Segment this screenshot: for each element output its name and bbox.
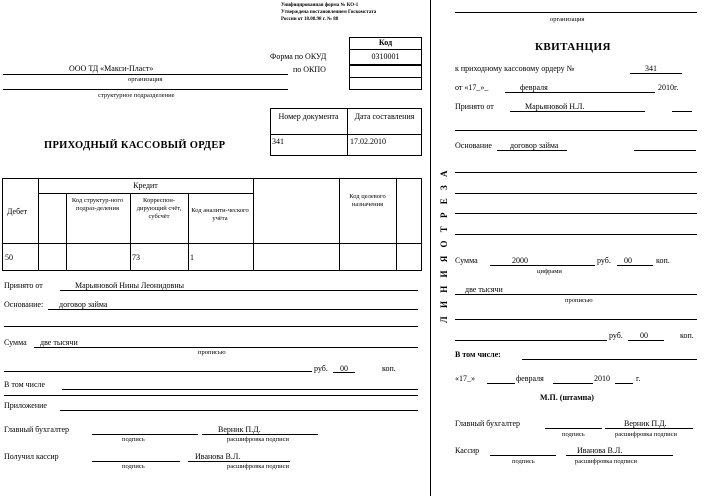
corr-account-value: 73 (132, 253, 140, 262)
form-header-line2: Утверждена постановлением Госкомстата (281, 10, 377, 15)
corr-account-header: Корреспон-дирующий счёт, субсчёт (136, 197, 182, 220)
doc-date-header: Дата составления (354, 112, 415, 121)
chief-decode-caption: расшифровка подписи (227, 436, 290, 443)
cashier-label: Получил кассир (4, 452, 59, 461)
stub-rub-label: руб. (597, 256, 611, 265)
stub-kop2-label: коп. (680, 331, 694, 340)
stub-chief-name: Верник П.Д. (624, 419, 667, 428)
chief-accountant-name: Верник П.Д. (218, 425, 261, 434)
stub-date2-suffix: г. (636, 374, 641, 383)
stub-basis-label: Основание (455, 141, 492, 150)
stub-stamp: М.П. (штампа) (540, 393, 594, 402)
analytic-code-value: 1 (190, 253, 194, 262)
okud-label: Форма по ОКУД (270, 52, 327, 61)
chief-sign-caption: подпись (122, 436, 145, 443)
stub-cashier-decode-caption: расшифровка подписи (575, 458, 638, 465)
accounts-table (2, 178, 422, 271)
kop-label: коп. (382, 364, 396, 373)
stub-chief-sign-caption: подпись (562, 431, 585, 438)
stub-chief-decode-caption: расшифровка подписи (615, 431, 678, 438)
stub-date2-month: февраля (516, 374, 544, 383)
org-name: ООО ТД «Макси-Пласт» (69, 64, 154, 73)
chief-accountant-label: Главный бухгалтер (4, 425, 69, 434)
stub-kop-label: коп. (656, 256, 670, 265)
okpo-label: по ОКПО (293, 65, 326, 74)
form-header-line1: Унифицированная форма № КО-1 (281, 3, 359, 8)
basis-value: договор займа (59, 300, 108, 309)
stub-cashier-name: Иванова В.Л. (577, 446, 623, 455)
stub-cashier-sign-caption: подпись (512, 458, 535, 465)
credit-header: Кредит (133, 181, 158, 190)
stub-received-label: Принято от (455, 102, 494, 111)
sum-label: Сумма (4, 338, 27, 347)
stub-order-number: 341 (645, 64, 657, 73)
stub-title: КВИТАНЦИЯ (535, 41, 611, 53)
cut-line-label: Л И Н И Я О Т Р Е З А (439, 167, 449, 323)
analytic-code-header: Код аналити-ческого учёта (191, 207, 249, 222)
kop-value: 00 (340, 364, 348, 373)
code-header: Код (378, 38, 393, 47)
stub-digits-caption: цифрами (537, 268, 562, 275)
stub-kop2-value: 00 (640, 331, 648, 340)
stub-rub2-label: руб. (609, 331, 623, 340)
stub-received-value: Марьяновой Н.Л. (525, 102, 585, 111)
org-caption: организация (128, 76, 163, 83)
doc-number-value: 341 (272, 137, 284, 146)
cashier-decode-caption: расшифровка подписи (227, 463, 290, 470)
stub-sum-value: 2000 (512, 256, 528, 265)
stub-order-label: к приходному кассовому ордеру № (455, 64, 575, 73)
document-title: ПРИХОДНЫЙ КАССОВЫЙ ОРДЕР (44, 140, 226, 151)
stub-date2-prefix: «17_» (455, 374, 475, 383)
subdivision-caption: структурное подразделение (98, 92, 175, 99)
stub-basis-value: договор займа (510, 141, 559, 150)
struct-code-header: Код структур-ного подраз-деления (71, 197, 124, 212)
rub-label: руб. (314, 364, 328, 373)
sum-words: две тысячи (40, 338, 78, 347)
stub-date-year: 2010г. (658, 83, 679, 92)
stub-date-month: февраля (520, 83, 548, 92)
cashier-sign-caption: подпись (122, 463, 145, 470)
purpose-code-header: Код целевого назначения (349, 193, 386, 208)
stub-sum-label: Сумма (455, 256, 478, 265)
sum-words-caption: прописью (198, 349, 226, 356)
doc-number-header: Номер документа (278, 112, 339, 121)
stub-words-caption: прописью (565, 297, 593, 304)
stub-kop-value: 00 (624, 256, 632, 265)
including-label: В том числе (4, 380, 46, 389)
stub-sum-words: две тысячи (465, 285, 503, 294)
cashier-name: Иванова В.Л. (195, 452, 241, 461)
okud-code: 0310001 (371, 52, 400, 61)
form-header-line3: России от 18.08.98 г. № 88 (281, 17, 339, 22)
received-from-value: Марьяновой Нины Леонидовны (75, 281, 184, 290)
stub-org-caption: организация (550, 16, 585, 23)
stub-cashier-label: Кассир (455, 446, 480, 455)
debit-header: Дебет (7, 207, 28, 216)
debit-value: 50 (5, 253, 13, 262)
stub-date2-year: 2010 (594, 374, 610, 383)
stub-date-prefix: от «17_»_ (455, 83, 489, 92)
stub-chief-label: Главный бухгалтер (455, 419, 520, 428)
cut-line (430, 0, 431, 496)
stub-including-label: В том числе: (455, 350, 501, 359)
doc-date-value: 17.02.2010 (350, 137, 386, 146)
received-from-label: Принято от (4, 281, 43, 290)
basis-label: Основание: (4, 300, 44, 309)
attachment-label: Приложение (4, 401, 47, 410)
